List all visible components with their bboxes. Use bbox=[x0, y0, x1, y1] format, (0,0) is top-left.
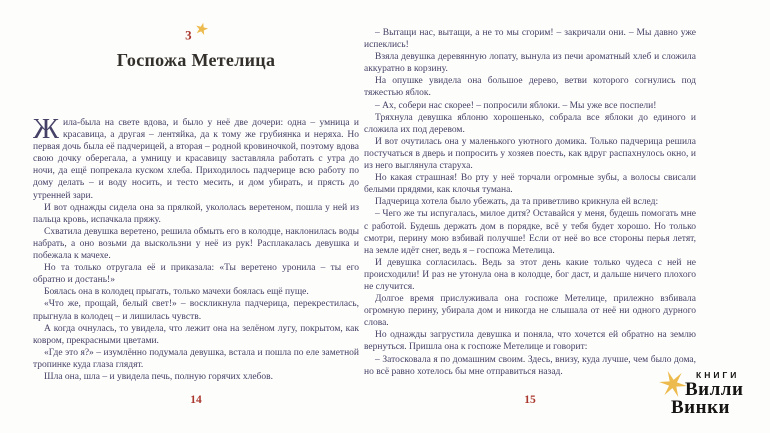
paragraph: И вот очутилась она у маленького уютного домика. Только падчерица решила постучаться в дверь и попросить у хозяев поесть, как вдруг распахнулось окно, и из него выглянула старуха. bbox=[364, 136, 696, 172]
left-text-column bbox=[33, 113, 359, 383]
right-page bbox=[364, 0, 696, 378]
logo-name-line1: Вилли bbox=[685, 379, 744, 400]
page-number-left: 14 bbox=[190, 394, 202, 406]
page-number-right: 15 bbox=[524, 394, 536, 406]
paragraph: А когда очнулась, то увидела, что лежит она на зелёном лугу, покрытом, как ковром, прекрасными цветами. bbox=[33, 323, 359, 346]
left-page bbox=[33, 0, 359, 383]
paragraph: «Что же, прощай, белый свет!» – воскликнула падчерица, перекрестилась, прыгнула в колодец – и лишилась чувств. bbox=[33, 299, 359, 322]
paragraph: Жила-была на свете вдова, и было у неё две дочери: одна – умница и красавица, а другая – лентяйка, да к тому же грубиянка и неряха. Но первая дочь была её падчерицей, а вторая – родной кровиночкой, поэтому вдова свою дочку оберегала, а умницу и красавицу заставляла работать с утра до ночи, да ещё попрекала куском хлеба. Приходилось падчерице всю работу по дому делать – и воду носить, и тесто месить, и дом убирать, и прясть до утренней зари. bbox=[33, 113, 359, 201]
paragraph: – Затосковала я по домашним своим. Здесь, внизу, куда лучше, чем было дома, но всё равно хотелось бы мне отправиться назад. bbox=[364, 354, 696, 377]
paragraph: Но однажды загрустила девушка и поняла, что хочется ей обратно на землю вернуться. Пришла она к госпоже Метелице и говорит: bbox=[364, 330, 696, 353]
paragraph: – Ах, собери нас скорее! – попросили яблоки. – Мы уже все поспели! bbox=[375, 100, 657, 111]
logo-name-line2: Винки bbox=[671, 397, 730, 418]
chapter-header bbox=[33, 19, 359, 44]
paragraph: И вот однажды сидела она за прялкой, укололась веретеном, пошла у ней из пальца кровь, испачкала пряжу. bbox=[33, 202, 359, 225]
paragraph: – Чего же ты испугалась, милое дитя? Оставайся у меня, будешь помогать мне с работой. Будешь держать дом в порядке, всё у тебя будет хорошо. Но только смотри, перину мою взбивай получше! Если от неё во все стороны перья летят, на земле идёт снег, ведь я – госпожа Метелица. bbox=[364, 209, 696, 256]
paragraph: Падчерица хотела было убежать, да та приветливо крикнула ей вслед: bbox=[375, 197, 659, 208]
paragraph: Взяла девушка деревянную лопату, вынула из печи ароматный хлеб и сложила аккуратно в корзину. bbox=[364, 52, 696, 75]
publisher-logo bbox=[658, 366, 768, 422]
chapter-title: Госпожа Метелица bbox=[116, 50, 276, 70]
paragraph: Но какая страшная! Во рту у неё торчали огромные зубы, а волосы свисали белыми прядями, как клочья тумана. bbox=[364, 173, 696, 196]
paragraph: – Вытащи нас, вытащи, а не то мы сгорим! – закричали они. – Мы давно уже испеклись! bbox=[364, 28, 696, 51]
paragraph: Долгое время прислуживала она госпоже Метелице, прилежно взбивала огромную перину, убирала дом и никогда не слышала от неё ни одного дурного слова. bbox=[364, 294, 696, 329]
paragraph: Схватила девушка веретено, решила обмыть его в колодце, наклонилась воды набрать, а оно возьми да выскользни у неё из рук! Расплакалась девушка и побежала к мачехе. bbox=[33, 226, 359, 262]
paragraph: Шла она, шла – и увидела печь, полную горячих хлебов. bbox=[44, 371, 273, 382]
right-text-column bbox=[364, 27, 696, 378]
paragraph: Боялась она в колодец прыгать, только мачехи боялась ещё пуще. bbox=[44, 287, 309, 298]
chapter-star-icon: ★ bbox=[192, 19, 211, 40]
paragraph: На опушке увидела она большое дерево, ветви которого согнулись под тяжестью яблок. bbox=[364, 76, 696, 99]
chapter-number: 3 bbox=[185, 27, 192, 43]
paragraph: Но та только отругала её и приказала: «Ты веретено уронила – ты его обратно и достань!» bbox=[33, 263, 359, 286]
logo-imprint-text: КНИГИ bbox=[696, 370, 740, 380]
drop-cap: Ж bbox=[33, 113, 59, 145]
paragraph: Тряхнула девушка яблоню хорошенько, собрала все яблоки до единого и сложила их под деревом. bbox=[364, 112, 696, 135]
paragraph: «Где это я?» – изумлённо подумала девушка, встала и пошла по еле заметной тропинке куда глаза глядят. bbox=[33, 347, 359, 370]
paragraph: И девушка согласилась. Ведь за этот день какие только чудеса с ней не происходили! И раз не утонула она в колодце, бог даст, и дальше ничего плохого не случится. bbox=[364, 257, 696, 292]
